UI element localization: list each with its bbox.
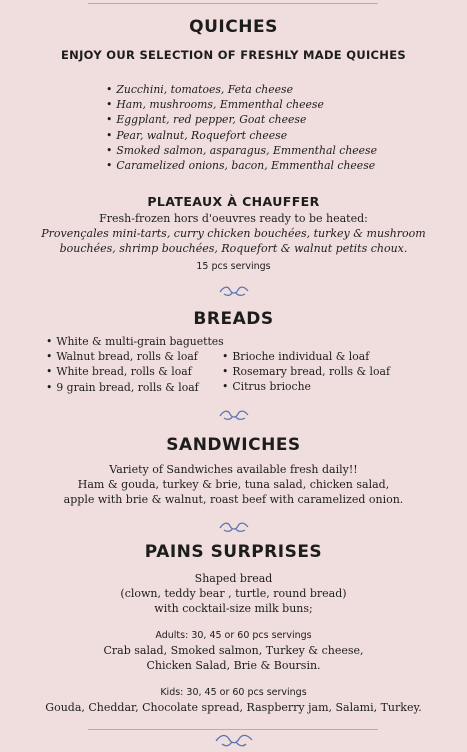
list-item: • Smoked salmon, asparagus, Emmenthal cheese [106, 143, 377, 158]
pains-line3: with cocktail-size milk buns; [154, 602, 313, 615]
kids-servings-label: Kids: 30, 45 or 60 pcs servings [160, 687, 307, 698]
quiches-section [0, 17, 467, 37]
list-item: • White bread, rolls & loaf [46, 364, 224, 379]
quiches-list [106, 82, 377, 173]
plateaux-servings: 15 pcs servings [196, 261, 271, 272]
breads-section [0, 309, 467, 329]
breads-title: BREADS [193, 309, 274, 329]
breads-list-left [46, 334, 224, 395]
flourish-ornament-icon [0, 519, 467, 538]
plateaux-intro: Fresh-frozen hors d'oeuvres ready to be heated: [99, 212, 368, 225]
adults-servings-label: Adults: 30, 45 or 60 pcs servings [155, 630, 312, 641]
sandwiches-line3: apple with brie & walnut, roast beef with caramelized onion. [63, 493, 404, 506]
sandwiches-line2: Ham & gouda, turkey & brie, tuna salad, chicken salad, [77, 478, 390, 491]
pains-line2: (clown, teddy bear , turtle, round bread) [120, 587, 347, 600]
plateaux-items-line1: Provençales mini-tarts, curry chicken bouchées, turkey & mushroom [41, 227, 426, 240]
list-item: • Caramelized onions, bacon, Emmenthal cheese [106, 158, 377, 173]
list-item: • Zucchini, tomatoes, Feta cheese [106, 82, 377, 97]
list-item: • Walnut bread, rolls & loaf [46, 349, 224, 364]
flourish-ornament-icon [0, 732, 467, 752]
sandwiches-title: SANDWICHES [166, 435, 301, 455]
flourish-ornament-icon [0, 407, 467, 426]
kids-line: Gouda, Cheddar, Chocolate spread, Raspberry jam, Salami, Turkey. [45, 701, 422, 714]
list-item: • 9 grain bread, rolls & loaf [46, 380, 224, 395]
list-item: • White & multi-grain baguettes [46, 334, 224, 349]
bottom-divider [88, 729, 378, 730]
flourish-ornament-icon [0, 283, 467, 302]
list-item: • Ham, mushrooms, Emmenthal cheese [106, 97, 377, 112]
list-item: • Brioche individual & loaf [222, 349, 390, 364]
top-divider [88, 3, 378, 4]
adults-line2: Chicken Salad, Brie & Boursin. [146, 659, 321, 672]
pains-line1: Shaped bread [194, 572, 273, 585]
plateaux-items-line2: bouchées, shrimp bouchées, Roquefort & walnut petits choux. [59, 242, 408, 255]
plateaux-title: PLATEAUX À CHAUFFER [147, 194, 320, 209]
quiches-subtitle: ENJOY OUR SELECTION OF FRESHLY MADE QUICHES [61, 48, 406, 62]
pains-title: PAINS SURPRISES [144, 542, 323, 562]
list-item: • Rosemary bread, rolls & loaf [222, 364, 390, 379]
breads-list-right [222, 349, 390, 395]
sandwiches-line1: Variety of Sandwiches available fresh daily!! [109, 463, 358, 476]
list-item: • Eggplant, red pepper, Goat cheese [106, 112, 377, 127]
sandwiches-section [0, 435, 467, 455]
plateaux-section [0, 194, 467, 209]
list-item: • Pear, walnut, Roquefort cheese [106, 128, 377, 143]
pains-section [0, 542, 467, 562]
adults-line1: Crab salad, Smoked salmon, Turkey & cheese, [103, 644, 364, 657]
quiches-title: QUICHES [189, 17, 278, 37]
list-item: • Citrus brioche [222, 379, 390, 394]
